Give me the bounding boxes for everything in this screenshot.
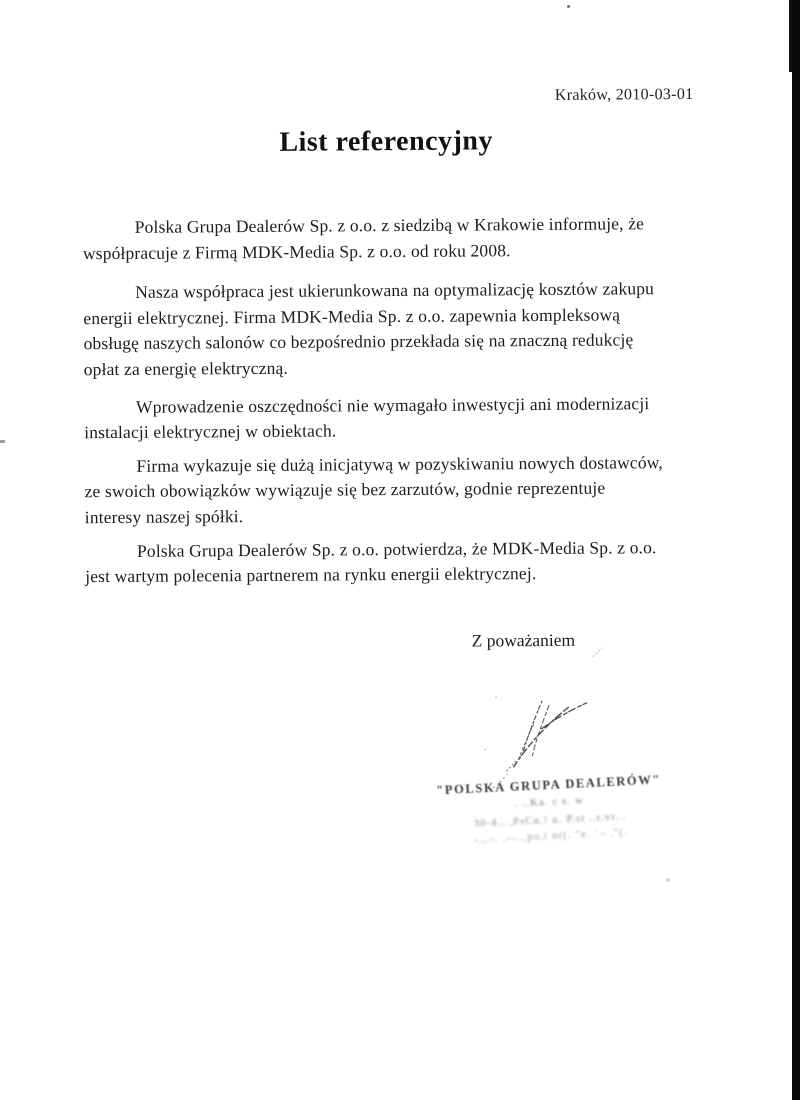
paragraph-5: Polska Grupa Dealerów Sp. z o.o. potwierdza, że MDK-Media Sp. z o.o. jest wartym polecenia partnerem na rynku energii elektrycznej. [85, 536, 657, 587]
scan-speck-left [0, 440, 5, 443]
stamp-blurred-line-2: 30-4.. ,PsCu.! u. P.st ..r.vr. . [473, 811, 628, 830]
closing-salutation: Z poważaniem [471, 629, 576, 651]
scan-edge-band-top [789, 0, 792, 72]
scan-speck-bottom [666, 878, 670, 882]
stamp-company-name: "POLSKA GRUPA DEALERÓW" [435, 772, 662, 798]
company-stamp [424, 772, 675, 849]
paragraph-4: Firma wykazuje się dużą inicjatywą w pozyskiwaniu nowych dostawców, ze swoich obowiązków wywiązuje się bez zarzutów, godnie reprezentuje interesy naszej spółki. [84, 451, 663, 528]
stamp-blurred-line-1: . ..Ka. c s. w [514, 795, 585, 810]
signature-scribble [463, 638, 624, 789]
paragraph-3: Wprowadzenie oszczędności nie wymagało inwestycji ani modernizacji instalacji elektrycznej w obiektach. [84, 392, 650, 443]
page-title: List referencyjny [279, 125, 494, 158]
stamp-blurred-line-3: -.,.-. .--..,po.t nr(. "e. ' - ."(. [474, 827, 629, 846]
date-line: Kraków, 2010-03-01 [554, 85, 694, 104]
scan-edge-band [792, 0, 800, 1100]
scan-speck-top [567, 5, 570, 8]
paragraph-1: Polska Grupa Dealerów Sp. z o.o. z siedzibą w Krakowie informuje, że współpracuje z Firmą MDK-Media Sp. z o.o. od roku 2008. [82, 213, 645, 263]
paragraph-2: Nasza współpraca jest ukierunkowana na optymalizację kosztów zakupu energii elektrycznej. Firma MDK-Media Sp. z o.o. zapewnia kompleksową obsługę naszych salonów co bezpośrednio przekłada się na znaczną redukcję opłat za energię elektryczną. [83, 278, 655, 380]
letter-body [83, 211, 734, 590]
